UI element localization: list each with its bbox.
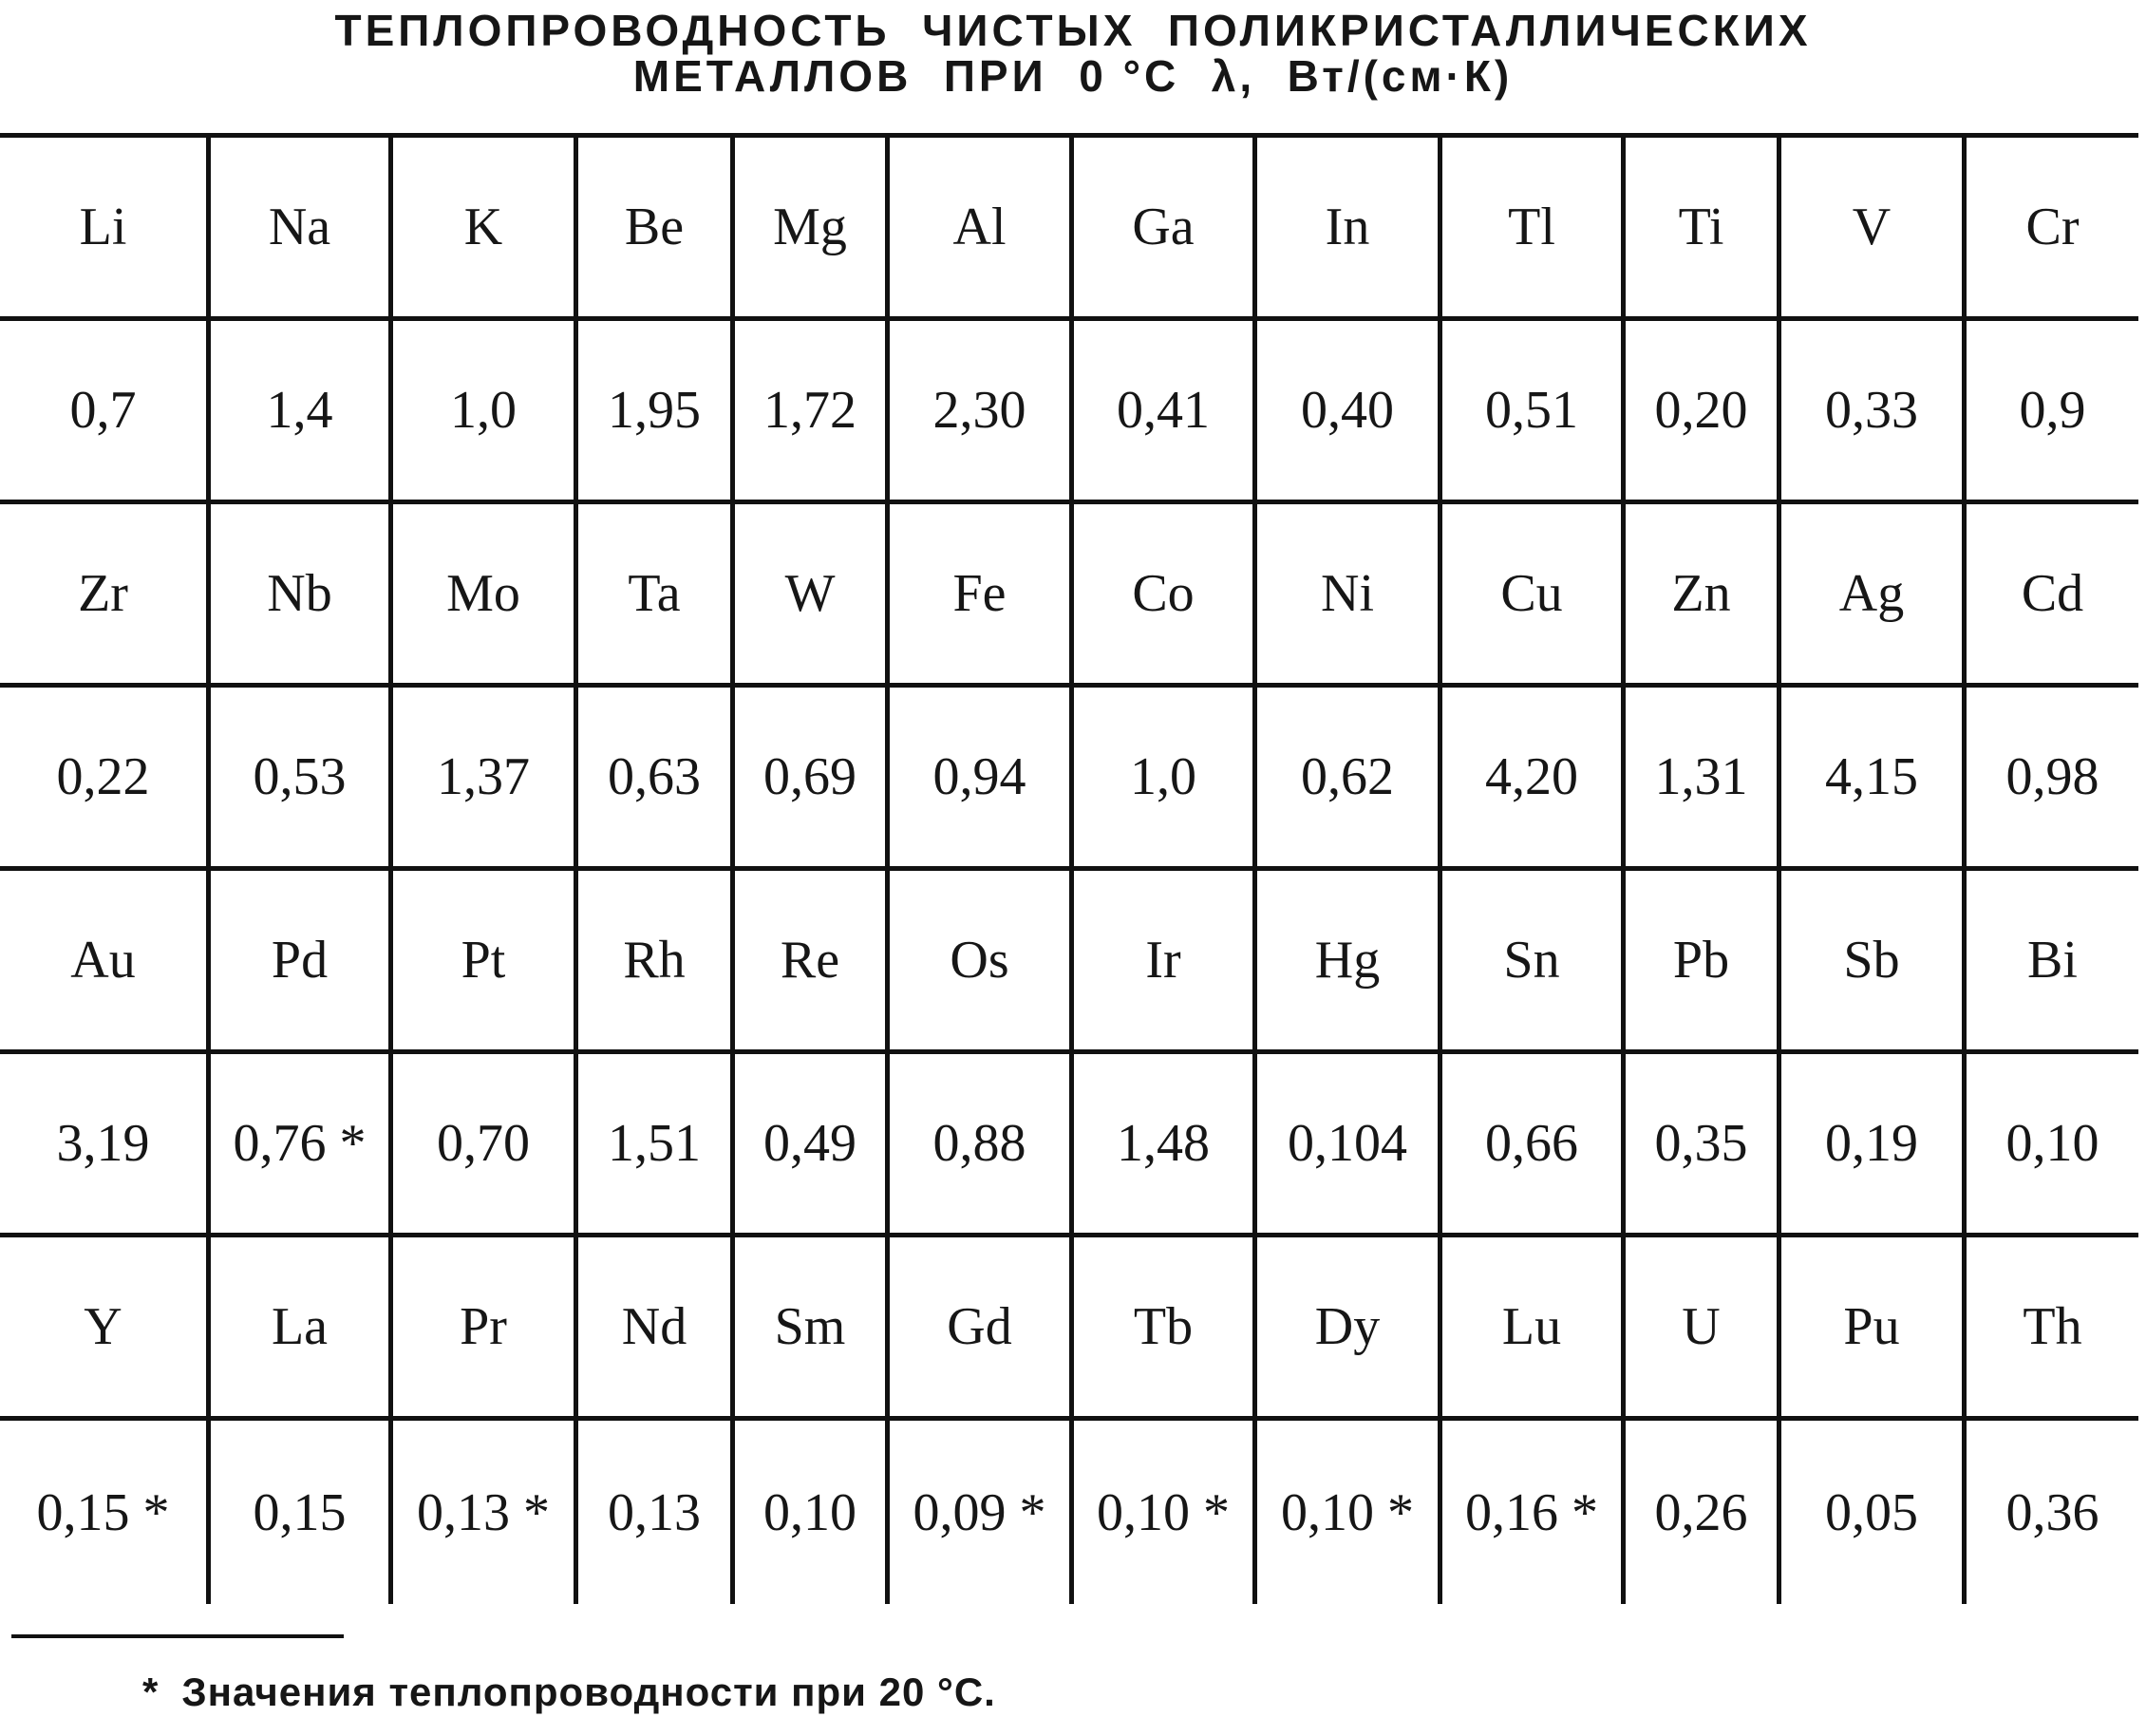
conductivity-value-cell: 0,10 * — [1074, 1421, 1257, 1604]
element-symbol-cell: Sb — [1781, 871, 1967, 1054]
conductivity-value-cell: 0,20 — [1626, 321, 1781, 504]
element-symbol-cell: Cu — [1442, 504, 1626, 688]
element-symbol-cell: Re — [735, 871, 890, 1054]
conductivity-value-cell: 1,51 — [578, 1054, 735, 1237]
element-symbol-cell: Tl — [1442, 138, 1626, 321]
conductivity-value-cell: 0,40 — [1257, 321, 1442, 504]
conductivity-value-cell: 1,31 — [1626, 688, 1781, 871]
element-symbol-cell: W — [735, 504, 890, 688]
element-symbol-cell: Sm — [735, 1237, 890, 1421]
conductivity-value-cell: 0,16 * — [1442, 1421, 1626, 1604]
element-symbol-cell: U — [1626, 1237, 1781, 1421]
conductivity-value-cell: 0,10 — [1967, 1054, 2138, 1237]
conductivity-value-cell: 0,35 — [1626, 1054, 1781, 1237]
element-symbol-cell: Ir — [1074, 871, 1257, 1054]
element-symbol-cell: Dy — [1257, 1237, 1442, 1421]
element-symbol-cell: Co — [1074, 504, 1257, 688]
conductivity-value-cell: 4,15 — [1781, 688, 1967, 871]
element-symbol-cell: La — [211, 1237, 393, 1421]
conductivity-value-cell: 1,4 — [211, 321, 393, 504]
conductivity-value-cell: 0,33 — [1781, 321, 1967, 504]
conductivity-value-cell: 1,95 — [578, 321, 735, 504]
conductivity-value-cell: 1,0 — [1074, 688, 1257, 871]
element-symbol-cell: Sn — [1442, 871, 1626, 1054]
element-symbol-cell: K — [393, 138, 578, 321]
conductivity-value-cell: 1,0 — [393, 321, 578, 504]
conductivity-value-cell: 0,10 * — [1257, 1421, 1442, 1604]
conductivity-value-cell: 0,94 — [890, 688, 1074, 871]
element-symbol-cell: V — [1781, 138, 1967, 321]
footnote — [142, 1670, 996, 1715]
conductivity-value-cell: 3,19 — [0, 1054, 211, 1237]
conductivity-value-cell: 0,09 * — [890, 1421, 1074, 1604]
element-symbol-cell: Zn — [1626, 504, 1781, 688]
table-title — [0, 8, 2146, 99]
element-symbol-cell: Mg — [735, 138, 890, 321]
element-symbol-cell: Na — [211, 138, 393, 321]
element-symbol-cell: Ta — [578, 504, 735, 688]
element-symbol-cell: Ni — [1257, 504, 1442, 688]
element-symbol-cell: Nd — [578, 1237, 735, 1421]
element-symbol-cell: Rh — [578, 871, 735, 1054]
conductivity-value-cell: 0,36 — [2005, 1482, 2099, 1542]
element-symbol-cell: Ag — [1781, 504, 1967, 688]
element-symbol-cell: Au — [0, 871, 211, 1054]
element-symbol-cell: Pr — [393, 1237, 578, 1421]
footnote-divider — [11, 1634, 344, 1638]
conductivity-value-cell: 0,49 — [735, 1054, 890, 1237]
conductivity-value-cell: 0,15 — [211, 1421, 393, 1604]
element-symbol-cell: Y — [0, 1237, 211, 1421]
conductivity-value-cell: 0,70 — [393, 1054, 578, 1237]
conductivity-value-cell: 0,19 — [1781, 1054, 1967, 1237]
conductivity-value-cell: 0,76 * — [211, 1054, 393, 1237]
element-symbol-cell: Zr — [0, 504, 211, 688]
conductivity-value-cell: 0,15 * — [0, 1421, 211, 1604]
element-symbol-cell: Li — [0, 138, 211, 321]
conductivity-value-cell: 0,66 — [1442, 1054, 1626, 1237]
conductivity-value-cell: 0,53 — [211, 688, 393, 871]
element-symbol-cell: Pt — [393, 871, 578, 1054]
element-symbol-cell: Os — [890, 871, 1074, 1054]
conductivity-value-cell: 0,10 — [735, 1421, 890, 1604]
conductivity-value-cell: 0,7 — [0, 321, 211, 504]
conductivity-value-cell: 1,37 — [393, 688, 578, 871]
element-symbol-cell: Pu — [1781, 1237, 1967, 1421]
element-symbol-cell: Fe — [890, 504, 1074, 688]
element-symbol-cell: Cd — [1967, 504, 2138, 688]
element-symbol-cell: Bi — [1967, 871, 2138, 1054]
element-symbol-cell: Mo — [393, 504, 578, 688]
element-symbol-cell: Nb — [211, 504, 393, 688]
element-symbol-cell: In — [1257, 138, 1442, 321]
element-symbol-cell: Pb — [1626, 871, 1781, 1054]
title-line-1: ТЕПЛОПРОВОДНОСТЬ ЧИСТЫХ ПОЛИКРИСТАЛЛИЧЕСКИХ — [334, 6, 1812, 55]
conductivity-value-cell: 1,48 — [1074, 1054, 1257, 1237]
thermal-conductivity-table — [0, 133, 2138, 1610]
element-symbol-cell: Be — [578, 138, 735, 321]
conductivity-value-cell: 2,30 — [890, 321, 1074, 504]
conductivity-value-cell: 0,41 — [1074, 321, 1257, 504]
element-symbol-cell: Al — [890, 138, 1074, 321]
conductivity-value-cell: 0,51 — [1442, 321, 1626, 504]
footnote-asterisk: * — [142, 1670, 160, 1714]
element-symbol-cell: Gd — [890, 1237, 1074, 1421]
element-symbol-cell: Th — [1967, 1237, 2138, 1421]
conductivity-value-cell: 0,9 — [1967, 321, 2138, 504]
conductivity-value-cell: 0,69 — [735, 688, 890, 871]
element-symbol-cell: Ga — [1074, 138, 1257, 321]
conductivity-value-cell: 0,22 — [0, 688, 211, 871]
conductivity-value-cell: 0,13 — [578, 1421, 735, 1604]
footnote-text: Значения теплопроводности при 20 °С. — [181, 1670, 996, 1714]
conductivity-value-cell: 4,20 — [1442, 688, 1626, 871]
title-line-2: МЕТАЛЛОВ ПРИ 0 °С λ, Вт/(см·К) — [632, 51, 1514, 101]
conductivity-value-cell: 0,88 — [890, 1054, 1074, 1237]
element-symbol-cell: Cr — [1967, 138, 2138, 321]
conductivity-value-cell: 0,62 — [1257, 688, 1442, 871]
conductivity-value-cell: 0,98 — [1967, 688, 2138, 871]
conductivity-value-cell: 1,72 — [735, 321, 890, 504]
element-symbol-cell: Lu — [1442, 1237, 1626, 1421]
element-symbol-cell: Hg — [1257, 871, 1442, 1054]
conductivity-value-cell: 0,26 — [1626, 1421, 1781, 1604]
conductivity-value-cell: 0,13 * — [393, 1421, 578, 1604]
conductivity-value-cell: 0,63 — [578, 688, 735, 871]
element-symbol-cell: Tb — [1074, 1237, 1257, 1421]
conductivity-value-cell: 0,05 — [1781, 1421, 1967, 1604]
conductivity-value-cell: 0,104 — [1257, 1054, 1442, 1237]
element-symbol-cell: Ti — [1626, 138, 1781, 321]
element-symbol-cell: Pd — [211, 871, 393, 1054]
